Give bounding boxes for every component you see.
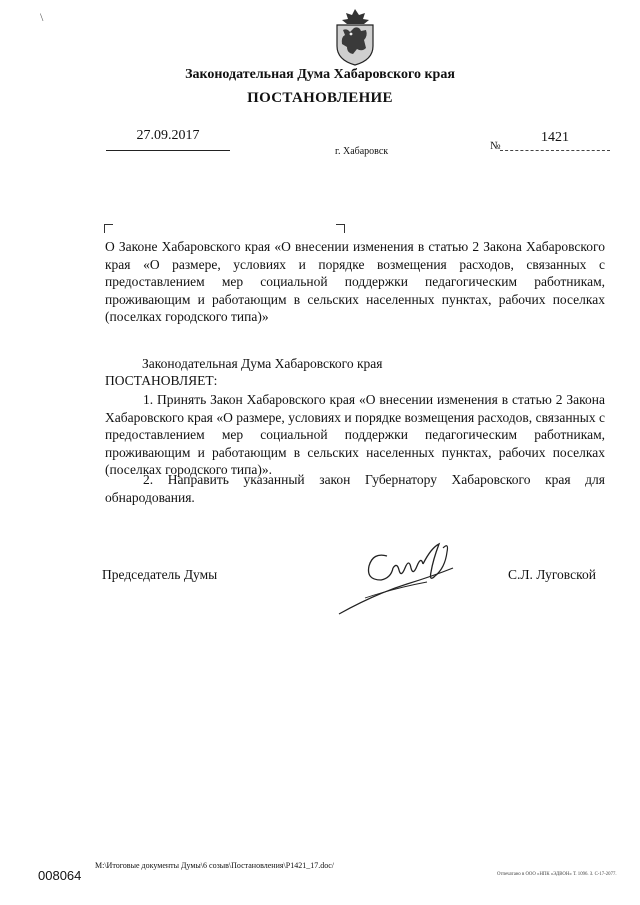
registration-code: 008064 (38, 868, 82, 883)
resolution-item-1: 1. Принять Закон Хабаровского края «О внесении изменения в статью 2 Закона Хабаровского края «О размере, условиях и порядке возмещения расходов, связанных с предоставлением мер социальной поддержки педагогическим работникам, проживающим и работающим в сельских населенных пунктах, рабочих поселках (поселках городского типа)». (105, 392, 605, 478)
title-bracket-right (336, 224, 345, 233)
handwritten-signature (335, 538, 465, 618)
file-path: M:\Итоговые документы Думы\6 созыв\Постановления\P1421_17.doc/ (95, 861, 334, 870)
number-field (500, 130, 610, 151)
print-note: Отпечатано в ООО «НПК «ЭДВОН» Т. 1096. З. С-17-2077. (497, 872, 617, 877)
document-type: ПОСТАНОВЛЕНИЕ (247, 90, 393, 106)
signatory-position: Председатель Думы (102, 567, 218, 582)
coat-of-arms-icon (333, 8, 377, 66)
title-bracket-left (104, 224, 113, 233)
city: г. Хабаровск (335, 146, 389, 157)
organization-name: Законодательная Дума Хабаровского края (185, 67, 455, 82)
intro-line-2: ПОСТАНОВЛЯЕТ: (105, 373, 218, 388)
resolution-item-2: 2. Направить указанный закон Губернатору Хабаровского края для обнародования. (105, 472, 605, 505)
intro-line-1: Законодательная Дума Хабаровского края (142, 356, 383, 371)
number-sign: № (490, 140, 501, 152)
corner-mark: \ (40, 10, 44, 24)
date-field (106, 128, 230, 151)
document-date: 27.09.2017 (136, 128, 200, 143)
signatory-name: С.Л. Луговской (508, 567, 596, 582)
document-number: 1421 (541, 130, 569, 145)
document-title: О Законе Хабаровского края «О внесении изменения в статью 2 Закона Хабаровского края «О размере, условиях и порядке возмещения расходов, связанных с предоставлением мер социальной поддержки педагогическим работникам, проживающим и работающим в сельских населенных пунктах, рабочих поселках (поселках городского типа)» (105, 239, 605, 325)
